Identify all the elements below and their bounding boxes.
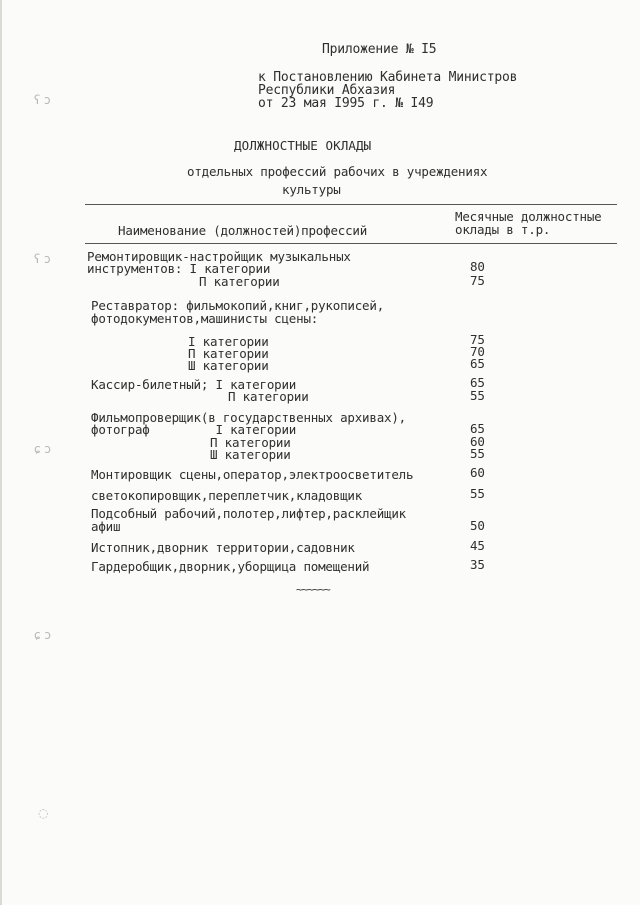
table-row-text: Гардеробщик,дворник,уборщица помещений (91, 559, 370, 574)
punch-hole-mark: ʕ ɔ (34, 93, 51, 107)
column-header-profession: Наименование (должностей)профессий (118, 223, 368, 238)
table-row-text: фотограф I категории (91, 422, 297, 437)
punch-hole-mark: ◌ (38, 806, 49, 820)
end-mark: ~~~~~~ (296, 583, 330, 596)
table-row-value: 75 (470, 273, 485, 288)
punch-hole-mark: ɕ ɔ (34, 628, 52, 642)
scan-edge (0, 0, 2, 905)
table-row-value: 65 (470, 375, 485, 390)
reference-line: от 23 мая I995 г. № I49 (258, 96, 434, 111)
table-row-text: I категории (188, 334, 269, 349)
table-row-value: 60 (470, 434, 485, 449)
table-row-text: светокопировщик,переплетчик,кладовщик (91, 488, 363, 503)
table-header-rule (85, 243, 617, 244)
column-header-salary: оклады в т.р. (455, 222, 551, 237)
table-row-text: фотодокументов,машинисты сцены: (91, 311, 319, 326)
table-row-value: 55 (470, 388, 485, 403)
table-row-text: Истопник,дворник территории,садовник (91, 540, 355, 555)
table-row-value: 55 (470, 486, 485, 501)
punch-hole-mark: ɕ ɔ (34, 442, 52, 456)
appendix-number: Приложение № I5 (322, 42, 437, 57)
table-row-text: афиш (91, 519, 121, 534)
table-row-text: Фильмопроверщик(в государственных архивах), (91, 410, 407, 425)
table-row-text: Кассир-билетный; I категории (91, 377, 297, 392)
table-top-rule (85, 204, 617, 205)
table-row-value: 65 (470, 356, 485, 371)
table-row-value: 55 (470, 446, 485, 461)
table-row-text: П категории (210, 435, 291, 450)
table-row-text: Ш категории (188, 358, 269, 373)
table-row-text: Ремонтировщик-настройщик музыкальных (87, 249, 351, 264)
document-title: ДОЛЖНОСТНЫЕ ОКЛАДЫ (234, 138, 372, 153)
table-row-value: 70 (470, 344, 485, 359)
column-header-salary: Месячные должностные (455, 209, 602, 224)
document-subtitle: отдельных профессий рабочих в учреждениях (187, 164, 488, 179)
table-row-text: Ш категории (210, 447, 291, 462)
table-row-value: 60 (470, 465, 485, 480)
table-row-value: 45 (470, 538, 485, 553)
table-row-value: 75 (470, 332, 485, 347)
table-row-value: 35 (470, 557, 485, 572)
table-row-text: Монтировщик сцены,оператор,электроосветитель (91, 467, 414, 482)
table-row-text: Подсобный рабочий,полотер,лифтер,расклейщик (91, 506, 407, 521)
table-row-value: 50 (470, 518, 485, 533)
table-row-text: П категории (228, 389, 309, 404)
table-row-text: П категории (188, 346, 269, 361)
table-row-text: инструментов: I категории (87, 261, 271, 276)
document-subtitle: культуры (282, 182, 341, 197)
table-row-value: 65 (470, 421, 485, 436)
reference-line: Республики Абхазия (258, 83, 396, 98)
table-row-value: 80 (470, 259, 485, 274)
table-row-text: П категории (199, 274, 280, 289)
punch-hole-mark: ʕ ɔ (34, 252, 51, 266)
table-row-text: Реставратор: фильмокопий,книг,рукописей, (91, 298, 385, 313)
reference-line: к Постановлению Кабинета Министров (258, 70, 518, 85)
